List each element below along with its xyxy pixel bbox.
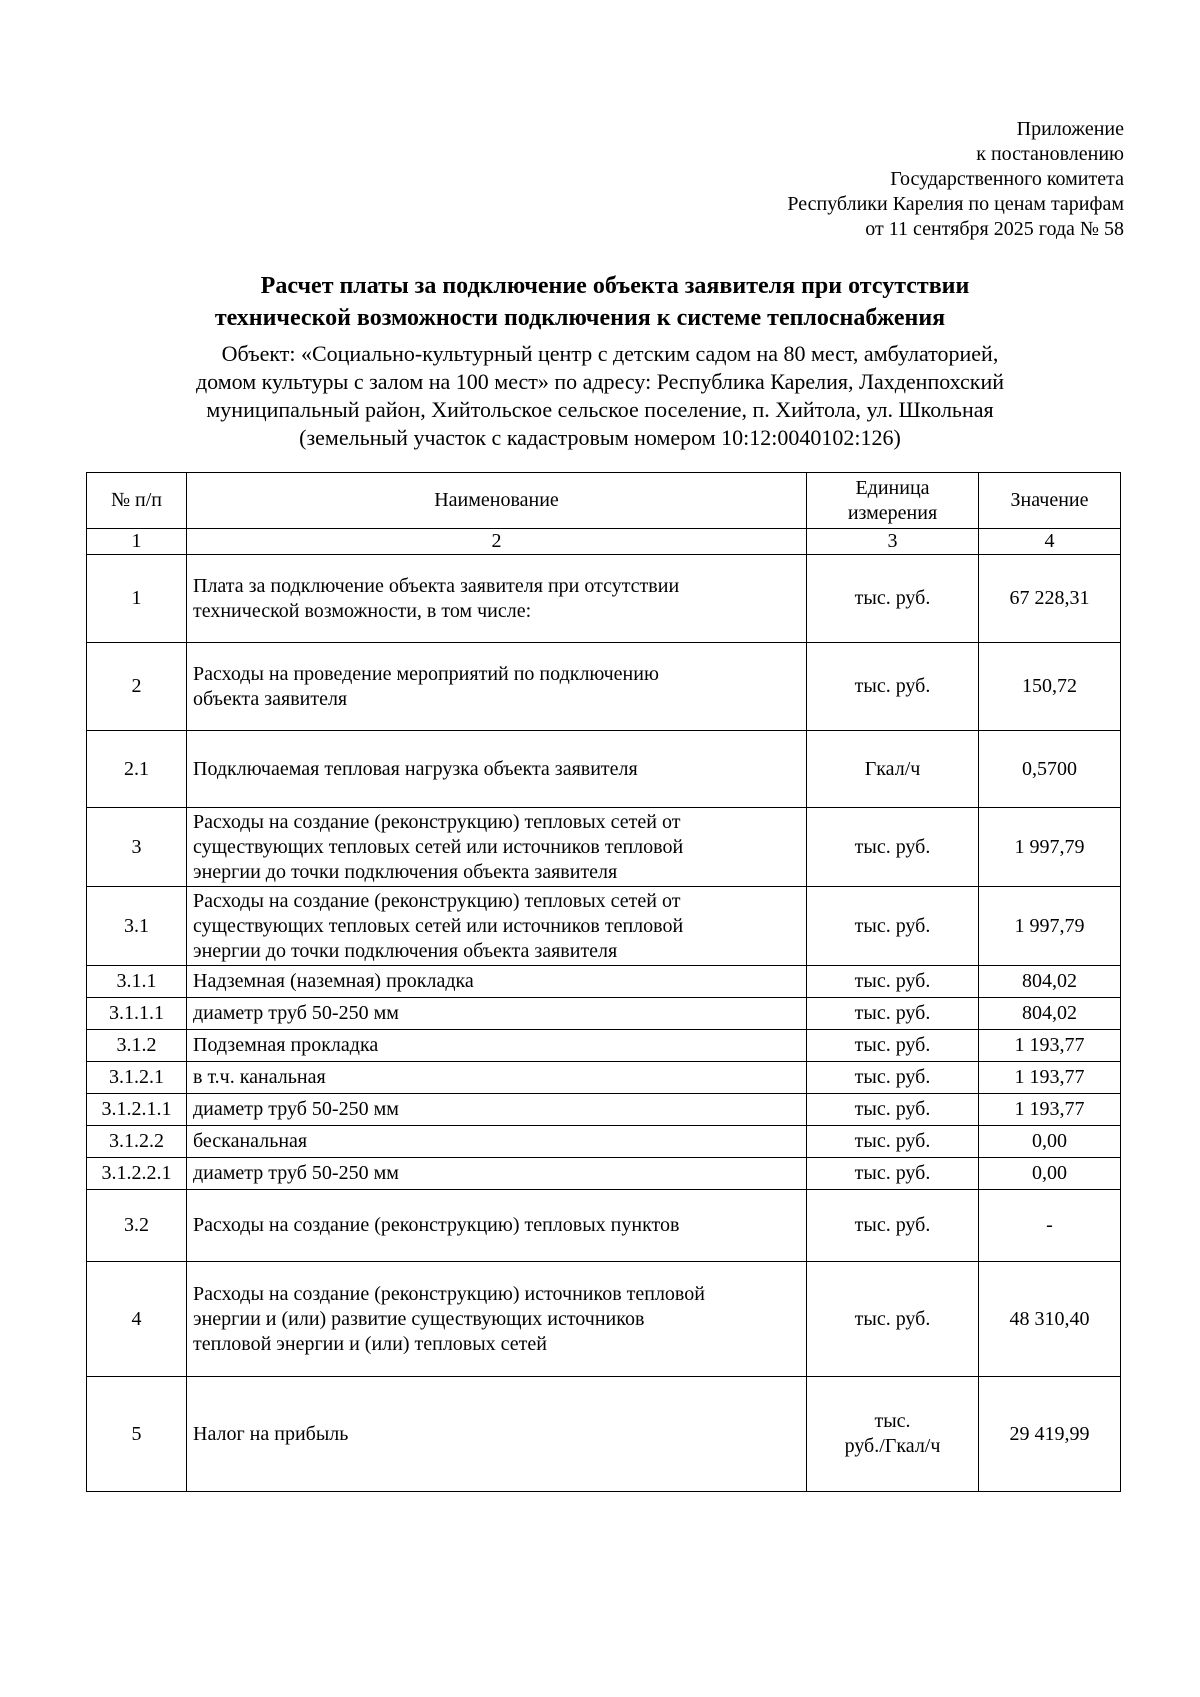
- row-name: Расходы на создание (реконструкцию) тепловых пунктов: [187, 1190, 807, 1262]
- row-num: 3.1.2.1: [87, 1062, 187, 1094]
- row-num: 3.1.1: [87, 966, 187, 998]
- row-name-line: объекта заявителя: [193, 687, 348, 710]
- table-row: [87, 643, 1121, 731]
- table-row: [87, 1190, 1121, 1262]
- calculation-table: [86, 472, 1121, 1492]
- row-name-line: энергии до точки подключения объекта заявителя: [193, 860, 618, 883]
- row-name-line: Расходы на создание (реконструкцию) тепловых сетей от: [193, 889, 681, 912]
- object-line: (земельный участок с кадастровым номером 10:12:0040102:126): [299, 425, 901, 450]
- row-num: 3: [87, 808, 187, 887]
- row-name: в т.ч. канальная: [187, 1062, 807, 1094]
- row-name-line: энергии до точки подключения объекта заявителя: [193, 939, 618, 962]
- row-name: Подключаемая тепловая нагрузка объекта заявителя: [187, 731, 807, 808]
- table-row: [87, 966, 1121, 998]
- row-name: [187, 808, 807, 887]
- row-value: 0,5700: [979, 731, 1121, 808]
- header-unit: [807, 473, 979, 529]
- row-num: 2: [87, 643, 187, 731]
- row-name: Надземная (наземная) прокладка: [187, 966, 807, 998]
- row-num: 3.1.2.2.1: [87, 1158, 187, 1190]
- index-cell: 2: [187, 529, 807, 555]
- index-row: [87, 529, 1121, 555]
- row-name-line: тепловой энергии и (или) тепловых сетей: [193, 1332, 547, 1355]
- row-num: 3.1.2.1.1: [87, 1094, 187, 1126]
- row-unit: тыс. руб.: [807, 1062, 979, 1094]
- row-unit: тыс. руб.: [807, 966, 979, 998]
- row-num: 3.1.2: [87, 1030, 187, 1062]
- row-name: бесканальная: [187, 1126, 807, 1158]
- row-num: 2.1: [87, 731, 187, 808]
- table-row: [87, 1158, 1121, 1190]
- row-value: 804,02: [979, 998, 1121, 1030]
- header-row: [87, 473, 1121, 529]
- table-row: [87, 555, 1121, 643]
- table-row: [87, 808, 1121, 887]
- row-unit-line: руб./Гкал/ч: [844, 1435, 941, 1457]
- row-value: 0,00: [979, 1158, 1121, 1190]
- row-name: диаметр труб 50-250 мм: [187, 1094, 807, 1126]
- appendix-block: [787, 117, 1124, 242]
- row-name-line: Расходы на проведение мероприятий по подключению: [193, 662, 659, 685]
- row-value: 1 997,79: [979, 808, 1121, 887]
- row-name-line: существующих тепловых сетей или источников тепловой: [193, 835, 684, 858]
- row-name: Налог на прибыль: [187, 1377, 807, 1492]
- index-cell: 1: [87, 529, 187, 555]
- row-num: 3.1.1.1: [87, 998, 187, 1030]
- document-title: [80, 270, 1120, 334]
- object-line: домом культуры с залом на 100 мест» по адресу: Республика Карелия, Лахденпохский: [195, 369, 1005, 394]
- row-unit: тыс. руб.: [807, 808, 979, 887]
- row-unit: тыс. руб.: [807, 1262, 979, 1377]
- row-num: 3.2: [87, 1190, 187, 1262]
- table-row: [87, 887, 1121, 966]
- row-name: [187, 643, 807, 731]
- row-unit: тыс. руб.: [807, 1030, 979, 1062]
- row-num: 1: [87, 555, 187, 643]
- row-unit: тыс. руб.: [807, 1126, 979, 1158]
- row-unit: тыс. руб.: [807, 643, 979, 731]
- row-unit: тыс. руб.: [807, 1190, 979, 1262]
- row-value: 1 193,77: [979, 1030, 1121, 1062]
- index-cell: 4: [979, 529, 1121, 555]
- title-line: Расчет платы за подключение объекта заявителя при отсутствии: [260, 273, 970, 299]
- row-num: 5: [87, 1377, 187, 1492]
- header-num: № п/п: [87, 473, 187, 529]
- object-description: [80, 340, 1120, 452]
- row-unit: Гкал/ч: [807, 731, 979, 808]
- object-line: муниципальный район, Хийтольское сельское поселение, п. Хийтола, ул. Школьная: [206, 397, 994, 422]
- row-name: Подземная прокладка: [187, 1030, 807, 1062]
- table-row: [87, 731, 1121, 808]
- row-name-line: существующих тепловых сетей или источников тепловой: [193, 914, 684, 937]
- row-name-line: технической возможности, в том числе:: [193, 599, 532, 622]
- row-name-line: Расходы на создание (реконструкцию) источников тепловой: [193, 1282, 705, 1305]
- row-unit: тыс. руб.: [807, 555, 979, 643]
- row-num: 3.1.2.2: [87, 1126, 187, 1158]
- row-value: -: [979, 1190, 1121, 1262]
- row-value: 29 419,99: [979, 1377, 1121, 1492]
- table-row: [87, 1126, 1121, 1158]
- row-unit: [807, 1377, 979, 1492]
- title-line: технической возможности подключения к системе теплоснабжения: [214, 305, 946, 331]
- row-name: [187, 887, 807, 966]
- appendix-line: Республики Карелия по ценам тарифам: [787, 193, 1124, 215]
- row-unit: тыс. руб.: [807, 1158, 979, 1190]
- header-name: Наименование: [187, 473, 807, 529]
- appendix-line: Приложение: [1016, 118, 1124, 140]
- row-name-line: энергии и (или) развитие существующих источников: [193, 1307, 645, 1330]
- row-num: 4: [87, 1262, 187, 1377]
- table-row: [87, 1377, 1121, 1492]
- object-line: Объект: «Социально-культурный центр с детским садом на 80 мест, амбулаторией,: [221, 341, 999, 366]
- appendix-line: от 11 сентября 2025 года № 58: [865, 218, 1124, 240]
- row-name: [187, 555, 807, 643]
- table-row: [87, 1030, 1121, 1062]
- table-row: [87, 998, 1121, 1030]
- row-value: 1 997,79: [979, 887, 1121, 966]
- row-name: диаметр труб 50-250 мм: [187, 1158, 807, 1190]
- table-row: [87, 1062, 1121, 1094]
- row-value: 1 193,77: [979, 1062, 1121, 1094]
- row-value: 0,00: [979, 1126, 1121, 1158]
- row-name: [187, 1262, 807, 1377]
- appendix-line: Государственного комитета: [890, 168, 1124, 190]
- table-row: [87, 1094, 1121, 1126]
- header-value: Значение: [979, 473, 1121, 529]
- table-row: [87, 1262, 1121, 1377]
- row-value: 48 310,40: [979, 1262, 1121, 1377]
- header-unit-line: измерения: [847, 501, 938, 524]
- row-unit: тыс. руб.: [807, 998, 979, 1030]
- row-unit: тыс. руб.: [807, 887, 979, 966]
- row-name: диаметр труб 50-250 мм: [187, 998, 807, 1030]
- row-value: 150,72: [979, 643, 1121, 731]
- row-unit-line: тыс.: [874, 1410, 911, 1432]
- row-unit: тыс. руб.: [807, 1094, 979, 1126]
- row-value: 804,02: [979, 966, 1121, 998]
- row-num: 3.1: [87, 887, 187, 966]
- index-cell: 3: [807, 529, 979, 555]
- appendix-line: к постановлению: [976, 143, 1124, 165]
- row-value: 67 228,31: [979, 555, 1121, 643]
- header-unit-line: Единица: [855, 476, 930, 499]
- row-name-line: Плата за подключение объекта заявителя при отсутствии: [193, 574, 680, 597]
- row-name-line: Расходы на создание (реконструкцию) тепловых сетей от: [193, 810, 681, 833]
- row-value: 1 193,77: [979, 1094, 1121, 1126]
